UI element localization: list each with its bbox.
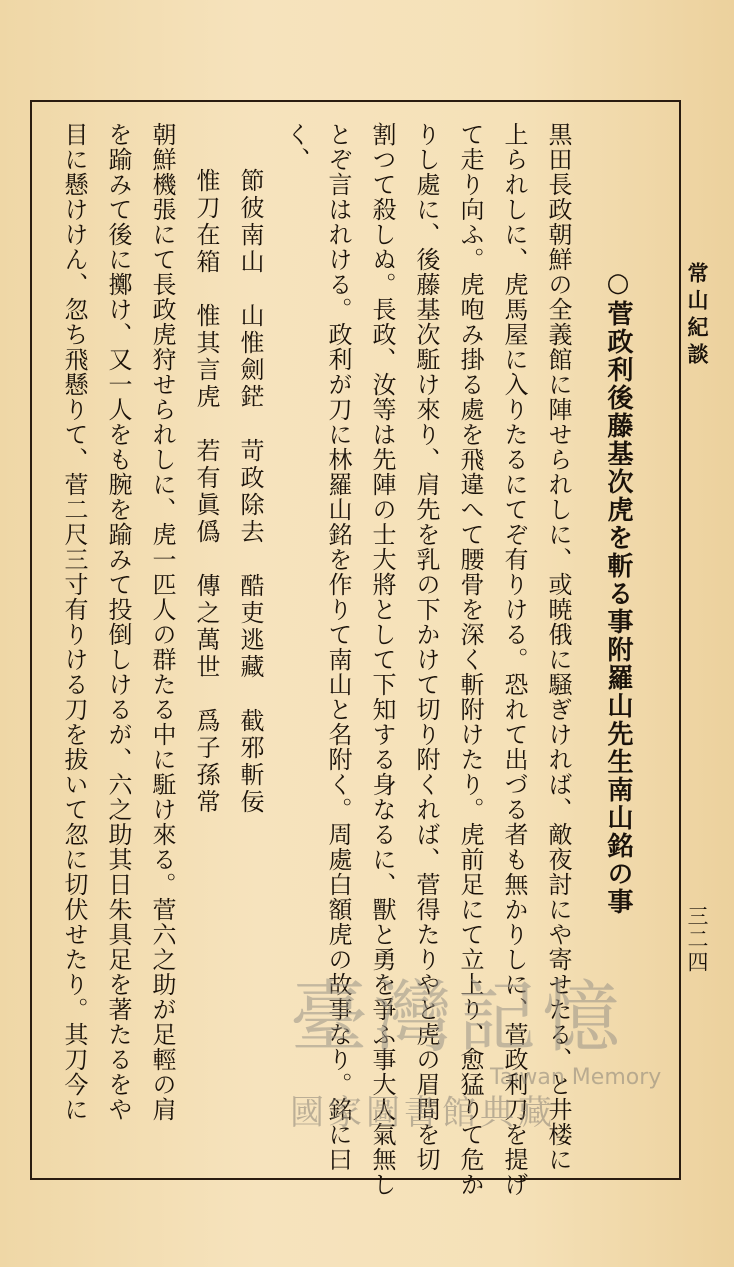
body-column-6: とぞ言はれける。政利が刀に林羅山銘を作りて南山と名附く。周處白額虎の故事なり。銘に曰 bbox=[324, 122, 352, 1172]
verse-column-1: 節彼南山 山惟劍鋩 苛政除去 酷吏逃藏 截邪斬佞 bbox=[236, 168, 264, 816]
tail-column-2: を踰みて後に擲け、又一人をも腕を踰みて投倒しけるが、六之助其日朱具足を著たるをや bbox=[104, 122, 132, 1122]
body-column-3: て走り向ふ。虎咆み掛る處を飛違へて腰骨を深く斬附けたり。虎前足にて立上り、愈猛りて危か bbox=[456, 122, 484, 1197]
body-column-2: 上られしに、虎馬屋に入りたるにてぞ有りける。恐れて出づる者も無かりしに、菅政利刀を提げ bbox=[500, 122, 528, 1197]
watermark-sub: 國家圖書館典藏 bbox=[290, 1093, 556, 1133]
body-column-4: りし處に、後藤基次駈け來り、肩先を乳の下かけて切り附くれば、菅得たりやと虎の眉間を切 bbox=[412, 122, 440, 1172]
running-title: 常山紀談 bbox=[685, 262, 710, 370]
tail-column-1: 朝鮮機張にて長政虎狩せられしに、虎一匹人の群たる中に駈け來る。菅六之助が足輕の肩 bbox=[148, 122, 176, 1122]
tail-column-3: 目に懸けけん、忽ち飛懸りて、菅二尺三寸有りける刀を拔いて忽に切伏せたり。其刀今に bbox=[60, 122, 88, 1122]
body-column-1: 黒田長政朝鮮の全義館に陣せられしに、或暁俄に騒ぎければ、敵夜討にや寄せたる、と井楼に bbox=[544, 122, 572, 1172]
watermark-main: 臺灣記憶 bbox=[290, 973, 627, 1063]
body-column-7: く、 bbox=[282, 122, 310, 172]
page-number: 三二四 bbox=[685, 905, 709, 974]
body-column-5: 割つて殺しぬ。長政、汝等は先陣の士大將として下知する身なるに、獸と勇を爭ふ事大人氣無し bbox=[368, 122, 396, 1197]
section-title: ○菅政利後藤基次虎を斬る事附羅山先生南山銘の事 bbox=[603, 268, 633, 916]
watermark-english: Taiwan Memory bbox=[490, 1065, 662, 1090]
verse-column-2: 惟刀在箱 惟其言虎 若有眞僞 傳之萬世 爲子孫常 bbox=[192, 168, 220, 816]
